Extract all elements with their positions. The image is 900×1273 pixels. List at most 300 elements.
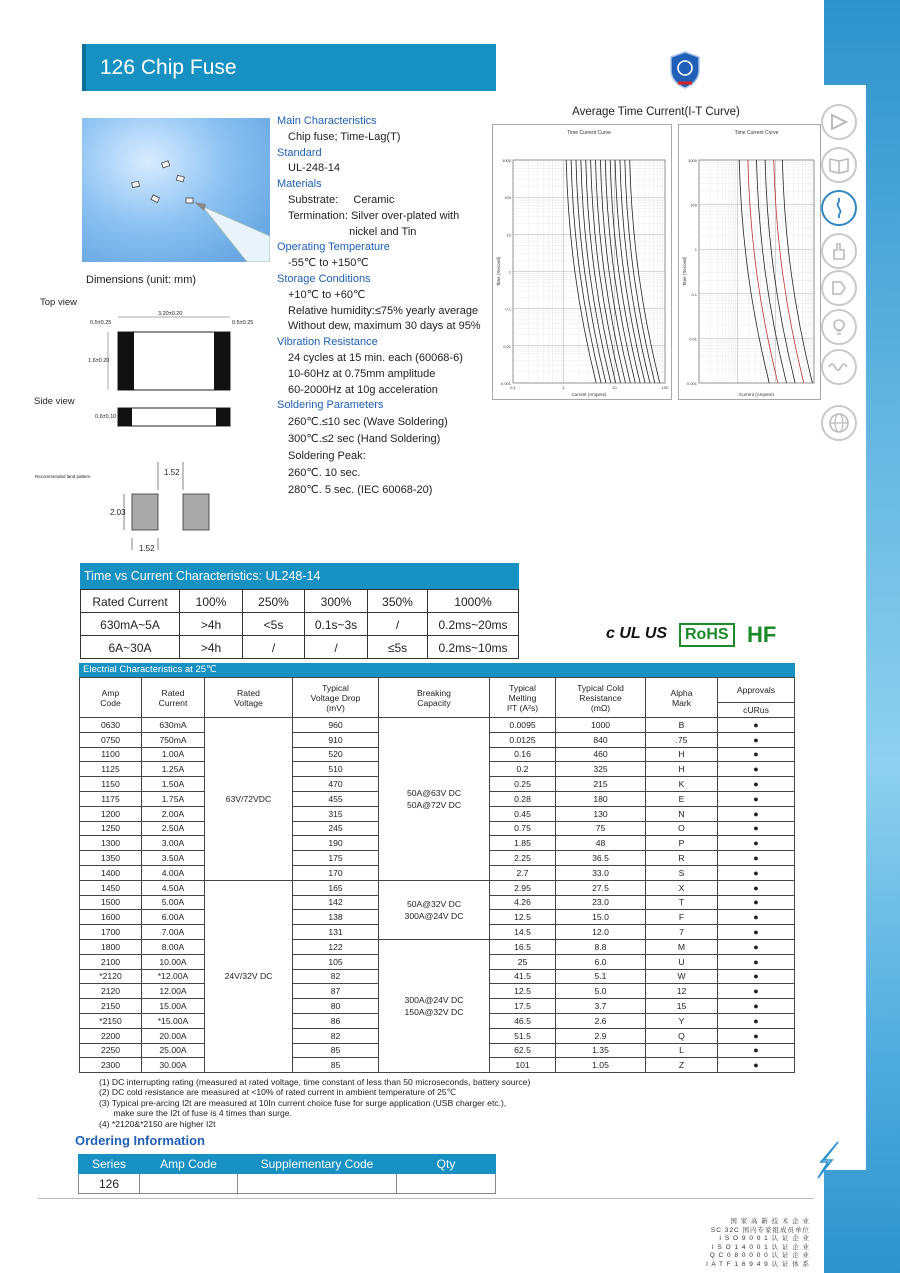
- footnote: (2) DC cold resistance are measured at <10% of rated current in ambient temperature of 25℃: [99, 1087, 457, 1098]
- electrical-cell: 1450: [80, 880, 142, 895]
- y-tick-label: 10: [506, 232, 511, 238]
- electrical-cell: 82: [293, 969, 379, 984]
- y-tick-label: 0.01: [503, 343, 511, 349]
- footer-line: I A T F 1 6 9 4 9 认 证 体 系: [706, 1260, 810, 1268]
- electrical-cell: 1.85: [490, 836, 556, 851]
- electrical-cell: 4.26: [490, 895, 556, 910]
- electrical-cell: S: [646, 865, 718, 880]
- chart-title: Time Current Curve: [567, 130, 611, 136]
- electrical-cell: 630mA: [142, 718, 205, 733]
- tvc-cell: 0.2ms~10ms: [428, 636, 519, 659]
- spec-value: 300℃.≤2 sec (Hand Soldering): [288, 433, 441, 446]
- spec-heading: Standard: [277, 146, 322, 159]
- tvc-cell: /: [368, 613, 428, 636]
- tvc-title: Time vs Current Characteristics: UL248-14: [80, 563, 519, 589]
- th-curus: cURus: [718, 703, 795, 718]
- land-pattern-label: Recommended land pattern: [35, 474, 91, 479]
- electrical-cell: 2200: [80, 1028, 142, 1043]
- tvc-header-cell: 1000%: [428, 590, 519, 613]
- land-p3: 1.52: [139, 544, 155, 553]
- electrical-cell: 36.5: [556, 851, 646, 866]
- electrical-cell: 7.00A: [142, 925, 205, 940]
- electrical-cell: 131: [293, 925, 379, 940]
- electrical-cell: 16.5: [490, 939, 556, 954]
- electrical-cell: 6.00A: [142, 910, 205, 925]
- electrical-cell: 1.25A: [142, 762, 205, 777]
- it-curve-left: [492, 124, 672, 400]
- electrical-cell: 1600: [80, 910, 142, 925]
- electrical-cell: 2150: [80, 999, 142, 1014]
- electrical-cell: 1.75A: [142, 791, 205, 806]
- electrical-cell: 80: [293, 999, 379, 1014]
- spec-value: 60-2000Hz at 10g acceleration: [288, 383, 438, 396]
- curve-line: [774, 160, 804, 383]
- approval-dot: ●: [718, 836, 795, 851]
- electrical-cell: 5.1: [556, 969, 646, 984]
- electrical-cell: 142: [293, 895, 379, 910]
- tvc-row: [81, 636, 519, 659]
- spec-heading: Soldering Parameters: [277, 399, 384, 412]
- electrical-cell: 15.00A: [142, 999, 205, 1014]
- electrical-title: Electrial Characteristics at 25℃: [79, 663, 795, 677]
- ord-qty[interactable]: [397, 1174, 496, 1194]
- electrical-cell: 325: [556, 762, 646, 777]
- electrical-cell: 41.5: [490, 969, 556, 984]
- electrical-cell: 840: [556, 732, 646, 747]
- y-tick-label: 0.1: [691, 291, 697, 297]
- coil-icon[interactable]: [821, 349, 857, 385]
- electrical-cell: 1.05: [556, 1058, 646, 1073]
- ordering-table: [78, 1154, 496, 1194]
- approval-dot: ●: [718, 984, 795, 999]
- electrical-cell: 520: [293, 747, 379, 762]
- electrical-cell: F: [646, 910, 718, 925]
- electrical-cell: *2150: [80, 1013, 142, 1028]
- approval-dot: ●: [718, 1013, 795, 1028]
- electrical-cell: 14.5: [490, 925, 556, 940]
- hand-icon[interactable]: [821, 233, 857, 269]
- tvc-cell: >4h: [180, 636, 243, 659]
- electrical-cell: 86: [293, 1013, 379, 1028]
- electrical-cell: *2120: [80, 969, 142, 984]
- dimensions-title: Dimensions (unit: mm): [86, 274, 197, 286]
- it-curve-right: [678, 124, 821, 400]
- footnote: (1) DC interrupting rating (measured at rated voltage, time constant of less than 50 microseconds, battery source): [99, 1077, 531, 1087]
- approval-dot: ●: [718, 910, 795, 925]
- approval-dot: ●: [718, 762, 795, 777]
- electrical-cell: K: [646, 777, 718, 792]
- electrical-cell: 315: [293, 806, 379, 821]
- electrical-cell: 2.7: [490, 865, 556, 880]
- tvc-header-cell: 350%: [368, 590, 428, 613]
- electrical-cell: 50A@32V DC 300A@24V DC: [379, 880, 490, 939]
- electrical-cell: 1150: [80, 777, 142, 792]
- approval-dot: ●: [718, 732, 795, 747]
- electrical-cell: 17.5: [490, 999, 556, 1014]
- electrical-cell: 0.0095: [490, 718, 556, 733]
- approval-dot: ●: [718, 954, 795, 969]
- ord-series: 126: [79, 1174, 140, 1194]
- electrical-cell: 3.00A: [142, 836, 205, 851]
- curve-title: Average Time Current(I-T Curve): [572, 106, 740, 118]
- tvc-header-cell: 100%: [180, 590, 243, 613]
- electrical-cell: 1250: [80, 821, 142, 836]
- electrical-cell: 27.5: [556, 880, 646, 895]
- approval-dot: ●: [718, 969, 795, 984]
- electrical-cell: O: [646, 821, 718, 836]
- electrical-cell: Z: [646, 1058, 718, 1073]
- electrical-cell: .75: [646, 732, 718, 747]
- electrical-cell: 1.50A: [142, 777, 205, 792]
- height-dim: 0.6±0.10: [95, 414, 117, 420]
- tvc-header-cell: 250%: [243, 590, 305, 613]
- electrical-cell: 455: [293, 791, 379, 806]
- electrical-cell: 23.0: [556, 895, 646, 910]
- electrical-cell: 245: [293, 821, 379, 836]
- footer-divider: [38, 1198, 814, 1199]
- electrical-cell: R: [646, 851, 718, 866]
- electrical-row: [80, 880, 795, 895]
- chip-icon[interactable]: [821, 104, 857, 140]
- electrical-cell: 2.25: [490, 851, 556, 866]
- electrical-cell: 12: [646, 984, 718, 999]
- y-tick-label: 1: [694, 247, 697, 253]
- electrical-cell: 510: [293, 762, 379, 777]
- electrical-cell: W: [646, 969, 718, 984]
- approval-dot: ●: [718, 791, 795, 806]
- electrical-cell: 0750: [80, 732, 142, 747]
- electrical-header-row: [80, 678, 795, 703]
- globe-icon[interactable]: [821, 405, 857, 441]
- electrical-row: [80, 718, 795, 733]
- electrical-cell: H: [646, 747, 718, 762]
- ordering-header-row: [79, 1155, 496, 1174]
- electrical-cell: 138: [293, 910, 379, 925]
- footer-line: SC 32C 国内专家组成员单位: [710, 1226, 810, 1234]
- spec-value: 280℃. 5 sec. (IEC 60068-20): [288, 484, 433, 497]
- th-melting: Typical Melting I²T (A²s): [490, 678, 556, 718]
- electrical-cell: 4.50A: [142, 880, 205, 895]
- electrical-row: [80, 939, 795, 954]
- electrical-cell: 1175: [80, 791, 142, 806]
- electrical-cell: 1000: [556, 718, 646, 733]
- electrical-cell: 33.0: [556, 865, 646, 880]
- y-tick-label: 0.1: [505, 306, 511, 312]
- y-axis-label: Time (Second): [496, 256, 501, 287]
- approval-dot: ●: [718, 718, 795, 733]
- electrical-cell: 165: [293, 880, 379, 895]
- ul-mark-icon: c UL US: [606, 625, 668, 642]
- plug-icon[interactable]: [821, 270, 857, 306]
- ord-amp-code[interactable]: [140, 1174, 238, 1194]
- spec-value: 260℃. 10 sec.: [288, 467, 361, 480]
- electrical-cell: 5.00A: [142, 895, 205, 910]
- spec-value: nickel and Tin: [288, 225, 417, 238]
- y-tick-label: 0.01: [689, 336, 697, 342]
- book-icon[interactable]: [821, 147, 857, 183]
- th-rated-current: Rated Current: [142, 678, 205, 718]
- electrical-cell: 3.7: [556, 999, 646, 1014]
- ord-th-supplementary: Supplementary Code: [238, 1155, 397, 1174]
- ordering-title: Ordering Information: [75, 1133, 205, 1148]
- electrical-cell: U: [646, 954, 718, 969]
- tvc-header-cell: Rated Current: [81, 590, 180, 613]
- approval-dot: ●: [718, 939, 795, 954]
- spec-value: Relative humidity:≤75% yearly average: [288, 304, 479, 317]
- spec-heading: Vibration Resistance: [277, 336, 378, 349]
- fuse-icon[interactable]: [821, 190, 857, 226]
- electrical-cell: 180: [556, 791, 646, 806]
- electrical-cell: 8.8: [556, 939, 646, 954]
- footnote: (4) *2120&*2150 are higher I2t: [99, 1118, 216, 1129]
- approval-dot: ●: [718, 851, 795, 866]
- x-tick-label: 1: [562, 385, 565, 390]
- th-amp-code: Amp Code: [80, 678, 142, 718]
- tvc-cell: 0.2ms~20ms: [428, 613, 519, 636]
- y-tick-label: 100: [504, 195, 511, 201]
- electrical-cell: 10.00A: [142, 954, 205, 969]
- land-p1: 1.52: [164, 468, 180, 477]
- bulb-icon[interactable]: [821, 309, 857, 345]
- electrical-cell: 51.5: [490, 1028, 556, 1043]
- electrical-cell: 2.6: [556, 1013, 646, 1028]
- tvc-row: [81, 613, 519, 636]
- curve-line: [739, 160, 769, 383]
- electrical-cell: 2300: [80, 1058, 142, 1073]
- footer-line: I S O 1 4 0 0 1 认 证 企 业: [711, 1243, 810, 1251]
- company-certifications: [700, 1218, 810, 1270]
- approval-dot: ●: [718, 925, 795, 940]
- ord-supplementary[interactable]: [238, 1174, 397, 1194]
- tvc-cell: <5s: [243, 613, 305, 636]
- company-logo-icon: [668, 50, 702, 90]
- th-alpha-mark: Alpha Mark: [646, 678, 718, 718]
- electrical-cell: 75: [556, 821, 646, 836]
- curve-line: [782, 160, 812, 383]
- x-axis-label: Current (Ampere): [738, 392, 775, 397]
- electrical-cell: 1.00A: [142, 747, 205, 762]
- curve-line: [757, 160, 787, 383]
- hf-badge: HF: [747, 622, 777, 647]
- electrical-cell: N: [646, 806, 718, 821]
- electrical-cell: 25.00A: [142, 1043, 205, 1058]
- approval-dot: ●: [718, 747, 795, 762]
- footer-line: Q C 0 8 0 0 0 0 认 证 企 业: [709, 1252, 810, 1260]
- electrical-cell: 1350: [80, 851, 142, 866]
- spec-value: UL-248-14: [288, 162, 340, 175]
- electrical-cell: 470: [293, 777, 379, 792]
- y-tick-label: 0.001: [686, 381, 697, 386]
- electrical-cell: 0.25: [490, 777, 556, 792]
- electrical-cell: 63V/72VDC: [205, 718, 293, 881]
- electrical-cell: 12.00A: [142, 984, 205, 999]
- spec-value: Soldering Peak:: [288, 450, 366, 463]
- electrical-cell: 7: [646, 925, 718, 940]
- electrical-cell: 4.00A: [142, 865, 205, 880]
- spec-heading: Storage Conditions: [277, 272, 371, 285]
- electrical-cell: 0.75: [490, 821, 556, 836]
- electrical-cell: 2100: [80, 954, 142, 969]
- electrical-cell: Y: [646, 1013, 718, 1028]
- electrical-cell: 85: [293, 1058, 379, 1073]
- electrical-cell: 15: [646, 999, 718, 1014]
- electrical-cell: T: [646, 895, 718, 910]
- electrical-cell: 30.00A: [142, 1058, 205, 1073]
- spec-value: Termination: Silver over-plated with: [288, 209, 460, 222]
- approval-dot: ●: [718, 821, 795, 836]
- side-view-label: Side view: [34, 396, 75, 407]
- approval-dot: ●: [718, 1028, 795, 1043]
- specifications: [277, 114, 507, 499]
- y-tick-label: 1000: [688, 158, 697, 163]
- approval-dot: ●: [718, 865, 795, 880]
- electrical-cell: B: [646, 718, 718, 733]
- electrical-cell: 87: [293, 984, 379, 999]
- electrical-cell: 190: [293, 836, 379, 851]
- tvc-cell: 6A~30A: [81, 636, 180, 659]
- y-axis-label: Time (Second): [682, 256, 687, 287]
- ord-th-qty: Qty: [397, 1155, 496, 1174]
- electrical-cell: 1.35: [556, 1043, 646, 1058]
- spec-value: 24 cycles at 15 min. each (60068-6): [288, 351, 463, 364]
- spec-value: Chip fuse; Time-Lag(T): [288, 130, 401, 143]
- electrical-cell: 130: [556, 806, 646, 821]
- spec-heading: Operating Temperature: [277, 241, 390, 254]
- time-vs-current-table: [80, 563, 519, 659]
- tvc-cell: /: [243, 636, 305, 659]
- electrical-cell: 1100: [80, 747, 142, 762]
- electrical-cell: 170: [293, 865, 379, 880]
- tvc-cell: ≤5s: [368, 636, 428, 659]
- y-tick-label: 100: [690, 202, 697, 208]
- electrical-cell: 2.50A: [142, 821, 205, 836]
- spec-value: Substrate: Ceramic: [288, 193, 395, 206]
- end-left-dim: 0.5±0.25: [90, 320, 112, 326]
- electrical-cell: 0.28: [490, 791, 556, 806]
- spec-value: Without dew, maximum 30 days at 95%: [288, 320, 481, 333]
- electrical-cell: 12.5: [490, 910, 556, 925]
- electrical-cell: M: [646, 939, 718, 954]
- electrical-cell: 2.95: [490, 880, 556, 895]
- electrical-cell: 12.5: [490, 984, 556, 999]
- electrical-cell: 46.5: [490, 1013, 556, 1028]
- approval-dot: ●: [718, 880, 795, 895]
- approval-dot: ●: [718, 806, 795, 821]
- electrical-cell: 460: [556, 747, 646, 762]
- page-title: 126 Chip Fuse: [82, 44, 496, 91]
- electrical-cell: 910: [293, 732, 379, 747]
- electrical-cell: 1200: [80, 806, 142, 821]
- electrical-cell: 215: [556, 777, 646, 792]
- land-p2: 2.03: [110, 508, 126, 517]
- lightning-icon: [812, 1140, 846, 1180]
- footnote: (3) Typical pre-arcing I2t are measured at 10In current choice fuse for surge application (USB charger etc.),: [99, 1097, 507, 1108]
- electrical-table: [79, 663, 795, 1073]
- y-tick-label: 0.001: [500, 381, 511, 386]
- spec-heading: Main Characteristics: [277, 115, 377, 127]
- electrical-cell: 960: [293, 718, 379, 733]
- electrical-cell: 48: [556, 836, 646, 851]
- electrical-cell: 15.0: [556, 910, 646, 925]
- electrical-cell: 8.00A: [142, 939, 205, 954]
- spec-value: -55℃ to +150℃: [288, 257, 369, 270]
- tvc-cell: >4h: [180, 613, 243, 636]
- electrical-cell: 175: [293, 851, 379, 866]
- footnote: make sure the I2t of fuse is 4 times than surge.: [99, 1108, 292, 1119]
- electrical-cell: 122: [293, 939, 379, 954]
- electrical-cell: P: [646, 836, 718, 851]
- x-tick-label: 10: [612, 385, 617, 390]
- tvc-cell: 0.1s~3s: [305, 613, 368, 636]
- electrical-cell: 2.9: [556, 1028, 646, 1043]
- y-tick-label: 1000: [502, 158, 511, 163]
- tvc-cell: /: [305, 636, 368, 659]
- electrical-cell: E: [646, 791, 718, 806]
- electrical-cell: 1400: [80, 865, 142, 880]
- footnotes: [99, 1077, 530, 1129]
- footer-line: 国 家 高 新 技 术 企 业: [730, 1218, 810, 1225]
- tvc-header-cell: 300%: [305, 590, 368, 613]
- electrical-cell: H: [646, 762, 718, 777]
- th-cold-resistance: Typical Cold Resistance (mΩ): [556, 678, 646, 718]
- approval-dot: ●: [718, 1058, 795, 1073]
- electrical-cell: 2.00A: [142, 806, 205, 821]
- ord-th-amp-code: Amp Code: [140, 1155, 238, 1174]
- footer-line: I S O 9 0 0 1 认 证 企 业: [719, 1235, 810, 1243]
- electrical-cell: 0.16: [490, 747, 556, 762]
- electrical-cell: 2120: [80, 984, 142, 999]
- electrical-cell: 12.0: [556, 925, 646, 940]
- electrical-cell: L: [646, 1043, 718, 1058]
- electrical-cell: 750mA: [142, 732, 205, 747]
- top-view-label: Top view: [40, 297, 77, 308]
- electrical-cell: 1700: [80, 925, 142, 940]
- electrical-cell: X: [646, 880, 718, 895]
- curve-line: [748, 160, 778, 383]
- end-right-dim: 0.5±0.25: [232, 320, 254, 326]
- ordering-row: [79, 1174, 496, 1194]
- electrical-cell: 5.0: [556, 984, 646, 999]
- x-tick-label: 100: [661, 385, 669, 390]
- electrical-cell: 50A@63V DC 50A@72V DC: [379, 718, 490, 881]
- electrical-cell: Q: [646, 1028, 718, 1043]
- approval-dot: ●: [718, 1043, 795, 1058]
- tvc-header-row: [81, 590, 519, 613]
- side-view-drawing: [110, 405, 240, 429]
- electrical-cell: 105: [293, 954, 379, 969]
- electrical-cell: 0630: [80, 718, 142, 733]
- th-breaking: Breaking Capacity: [379, 678, 490, 718]
- rohs-badge: RoHS: [679, 623, 735, 647]
- width-dim: 1.6±0.20: [88, 358, 110, 364]
- th-rated-voltage: Rated Voltage: [205, 678, 293, 718]
- electrical-cell: 1125: [80, 762, 142, 777]
- electrical-cell: 3.50A: [142, 851, 205, 866]
- spec-value: +10℃ to +60℃: [288, 288, 366, 301]
- ord-th-series: Series: [79, 1155, 140, 1174]
- spec-heading: Materials: [277, 178, 322, 191]
- y-tick-label: 1: [508, 269, 511, 275]
- electrical-cell: 20.00A: [142, 1028, 205, 1043]
- length-dim: 3.20±0.20: [158, 311, 183, 317]
- electrical-cell: 0.0125: [490, 732, 556, 747]
- electrical-cell: 25: [490, 954, 556, 969]
- tvc-cell: 630mA~5A: [81, 613, 180, 636]
- electrical-cell: 82: [293, 1028, 379, 1043]
- spec-value: 260℃.≤10 sec (Wave Soldering): [288, 416, 448, 429]
- electrical-cell: 62.5: [490, 1043, 556, 1058]
- th-approvals: Approvals: [718, 678, 795, 703]
